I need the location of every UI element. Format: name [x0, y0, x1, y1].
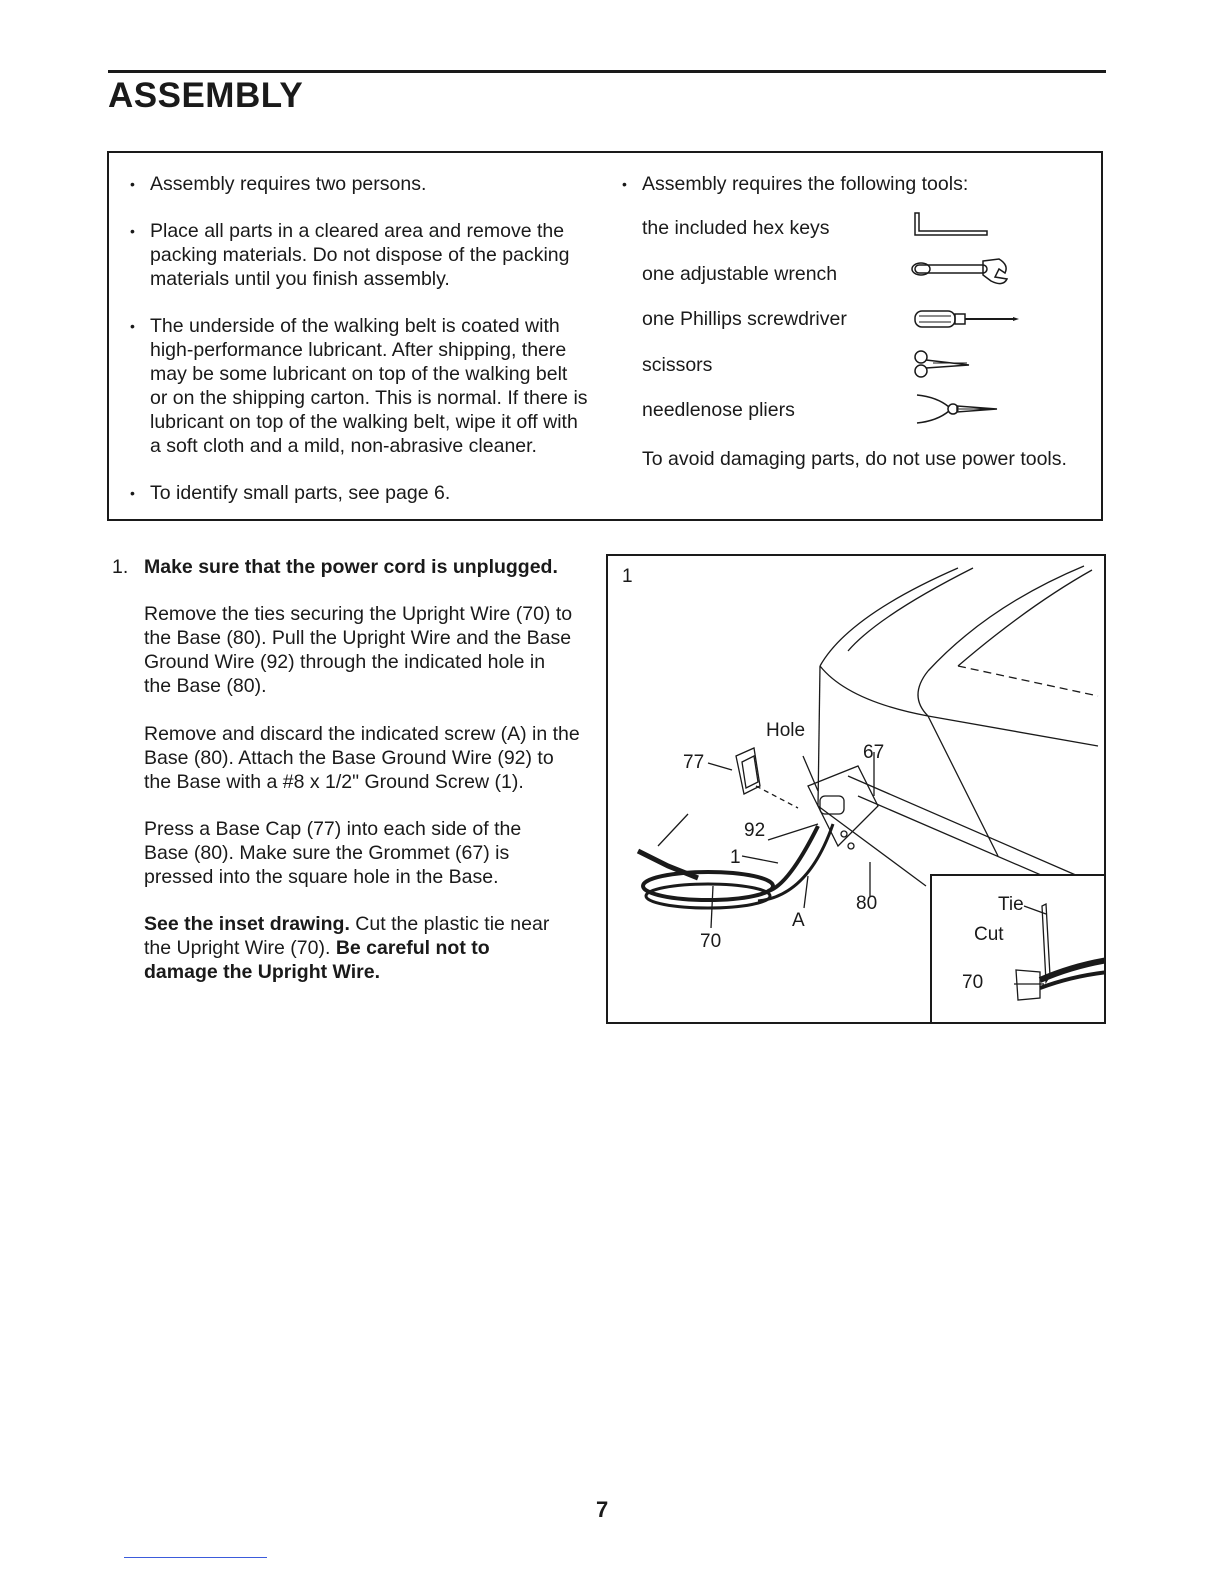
note-text: The underside of the walking belt is coated with high-performance lubricant. After shipping, there may be some lubricant on top of the walking belt or on the shipping carton. This is normal. If there is lubricant on top of the walking belt, wipe it off with a soft cloth and a mild, non-abrasive cleaner. [150, 315, 588, 457]
bullet-dot-icon: • [130, 318, 135, 334]
bullet-dot-icon: • [130, 223, 135, 239]
note-text: To identify small parts, see page 6. [150, 482, 451, 504]
part-80-label: 80 [856, 893, 878, 914]
step-heading [144, 555, 584, 579]
step-paragraph: Remove the ties securing the Upright Wire (70) to the Base (80). Pull the Upright Wire and the Base Ground Wire (92) through the indicated hole in the Base (80). [144, 603, 573, 697]
note-bullet [130, 314, 590, 458]
tool-label: the included hex keys [642, 217, 830, 239]
note-bullet [130, 219, 590, 291]
step-paragraph: Press a Base Cap (77) into each side of the Base (80). Make sure the Grommet (67) is pressed into the square hole in the Base. [144, 818, 522, 888]
inset-part-70-label: 70 [962, 972, 984, 993]
tool-label: scissors [642, 354, 713, 376]
step-number: 1. [112, 556, 129, 578]
part-92-label: 92 [744, 820, 766, 841]
tool-label: one adjustable wrench [642, 263, 838, 285]
screw-a-label: A [792, 910, 805, 931]
screwdriver-icon [913, 307, 1023, 331]
wrench-icon [909, 255, 1014, 287]
hex-key-icon [911, 211, 991, 241]
inset-reference: See the inset drawing. [144, 913, 350, 935]
figure-number: 1 [622, 566, 633, 587]
step-paragraph [144, 912, 564, 984]
part-67-label: 67 [863, 742, 885, 763]
step-heading-text: Make sure that the power cord is unplugged. [144, 556, 558, 578]
scissors-icon [913, 349, 973, 379]
tie-label: Tie [998, 894, 1024, 915]
step-paragraph: Remove and discard the indicated screw (A) in the Base (80). Attach the Base Ground Wire (92) to the Base with a #8 x 1/2" Ground Screw (1). [144, 723, 580, 793]
part-70-label: 70 [700, 931, 722, 952]
tools-warning: To avoid damaging parts, do not use power tools. [642, 448, 1067, 470]
tools-intro-text: Assembly requires the following tools: [642, 173, 969, 195]
note-bullet [130, 172, 590, 196]
note-text: Assembly requires two persons. [150, 173, 427, 195]
page-title: ASSEMBLY [108, 76, 304, 115]
bullet-dot-icon: • [130, 485, 135, 501]
cut-label: Cut [974, 924, 1004, 945]
page-number: 7 [596, 1497, 609, 1522]
hole-label: Hole [766, 720, 806, 741]
step-text: Cut the plastic tie near the Upright Wire (70). [144, 913, 550, 959]
footer-link-underline [124, 1557, 267, 1558]
pliers-icon [915, 391, 1000, 427]
title-rule [108, 70, 1106, 73]
part-77-label: 77 [683, 752, 705, 773]
note-text: Place all parts in a cleared area and remove the packing materials. Do not dispose of the packing materials until you finish assembly. [150, 220, 570, 290]
bullet-dot-icon: • [622, 176, 627, 192]
tool-label: one Phillips screwdriver [642, 308, 847, 330]
figure-1 [606, 554, 1106, 1024]
tool-label: needlenose pliers [642, 399, 795, 421]
note-bullet [130, 481, 590, 505]
step-warning: Be careful not to damage the Upright Wire. [144, 937, 490, 983]
tools-intro [622, 172, 1082, 196]
part-1-label: 1 [730, 847, 741, 868]
bullet-dot-icon: • [130, 176, 135, 192]
info-box [107, 151, 1103, 521]
inset-drawing [930, 874, 1106, 1024]
